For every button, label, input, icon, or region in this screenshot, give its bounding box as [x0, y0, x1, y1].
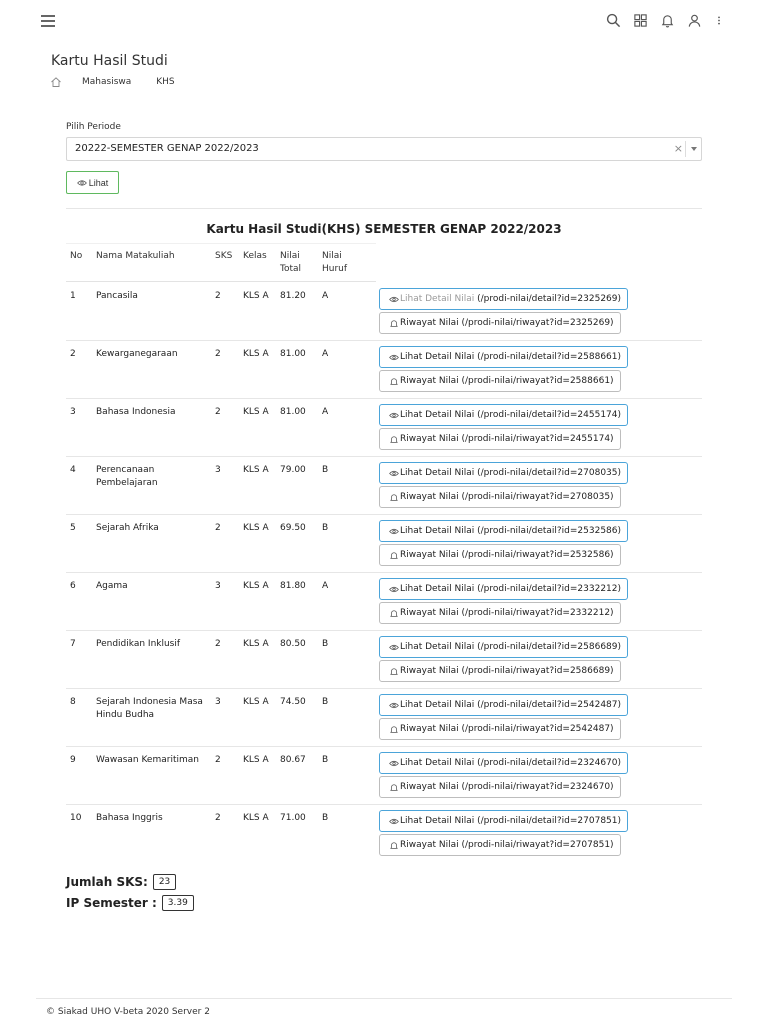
lihat-detail-nilai-button[interactable]: [379, 404, 628, 426]
eye-icon: [389, 585, 399, 594]
table-row: [66, 805, 702, 863]
row-nama: Bahasa Inggris: [96, 813, 163, 823]
row-kelas: KLS A: [243, 581, 269, 591]
periode-select[interactable]: [66, 137, 702, 161]
row-sks: 2: [215, 407, 221, 417]
search-icon[interactable]: [606, 13, 621, 28]
riwayat-nilai-button[interactable]: [379, 486, 621, 508]
breadcrumb-item-khs[interactable]: KHS: [156, 77, 175, 87]
riwayat-url: (/prodi-nilai/riwayat?id=2532586): [461, 550, 614, 560]
jumlah-sks-label: Jumlah SKS:: [66, 875, 148, 889]
clear-icon[interactable]: ×: [673, 142, 683, 155]
column-header-no: No: [70, 251, 83, 261]
page-title: Kartu Hasil Studi: [51, 53, 168, 69]
row-kelas: KLS A: [243, 407, 269, 417]
riwayat-url: (/prodi-nilai/riwayat?id=2586689): [461, 666, 614, 676]
row-total: 81.20: [280, 291, 306, 301]
lihat-detail-nilai-button[interactable]: [379, 752, 628, 774]
eye-icon: [389, 469, 399, 478]
row-nama: Agama: [96, 581, 128, 591]
detail-url: (/prodi-nilai/detail?id=2707851): [477, 816, 622, 826]
detail-label: Lihat Detail Nilai: [400, 642, 475, 652]
bell-icon: [389, 435, 399, 444]
row-huruf: B: [322, 465, 329, 475]
eye-icon: [389, 643, 399, 652]
riwayat-nilai-button[interactable]: [379, 370, 621, 392]
row-huruf: A: [322, 349, 329, 359]
eye-icon: [389, 701, 399, 710]
row-huruf: B: [322, 523, 329, 533]
khs-title: Kartu Hasil Studi(KHS) SEMESTER GENAP 2022/2023: [206, 222, 562, 236]
row-huruf: A: [322, 291, 329, 301]
row-kelas: KLS A: [243, 523, 269, 533]
row-total: 81.80: [280, 581, 306, 591]
row-total: 81.00: [280, 407, 306, 417]
table-row: [66, 689, 702, 747]
row-sks: 2: [215, 639, 221, 649]
row-sks: 2: [215, 523, 221, 533]
detail-url: (/prodi-nilai/detail?id=2325269): [477, 294, 622, 304]
row-sks: 3: [215, 581, 221, 591]
row-no: 4: [70, 465, 76, 475]
eye-icon: [389, 759, 399, 768]
lihat-detail-nilai-button[interactable]: [379, 636, 628, 658]
table-row: [66, 399, 702, 457]
row-total: 81.00: [280, 349, 306, 359]
bell-icon: [389, 493, 399, 502]
riwayat-url: (/prodi-nilai/riwayat?id=2332212): [461, 608, 614, 618]
lihat-detail-nilai-button[interactable]: [379, 520, 628, 542]
row-huruf: B: [322, 813, 329, 823]
row-kelas: KLS A: [243, 697, 269, 707]
row-nama: Wawasan Kemaritiman: [96, 755, 199, 765]
table-row: [66, 631, 702, 689]
menu-icon[interactable]: [41, 15, 55, 28]
riwayat-url: (/prodi-nilai/riwayat?id=2708035): [461, 492, 614, 502]
eye-icon: [77, 179, 87, 187]
top-icons: [606, 13, 724, 28]
top-bar: [0, 0, 768, 44]
detail-label: Lihat Detail Nilai: [400, 468, 475, 478]
periode-label: Pilih Periode: [66, 122, 121, 132]
column-header-sks: SKS: [215, 251, 233, 261]
column-header-nama: Nama Matakuliah: [96, 251, 175, 261]
row-no: 8: [70, 697, 76, 707]
row-kelas: KLS A: [243, 465, 269, 475]
eye-icon: [389, 295, 399, 304]
row-huruf: B: [322, 697, 329, 707]
grid-icon[interactable]: [633, 13, 648, 28]
riwayat-url: (/prodi-nilai/riwayat?id=2325269): [461, 318, 614, 328]
eye-icon: [389, 353, 399, 362]
riwayat-url: (/prodi-nilai/riwayat?id=2588661): [461, 376, 614, 386]
row-kelas: KLS A: [243, 755, 269, 765]
lihat-detail-nilai-button[interactable]: [379, 810, 628, 832]
table-header: [66, 250, 376, 282]
riwayat-label: Riwayat Nilai: [400, 608, 459, 618]
lihat-button[interactable]: [66, 171, 119, 194]
row-sks: 2: [215, 349, 221, 359]
eye-icon: [389, 527, 399, 536]
detail-label: Lihat Detail Nilai: [400, 816, 475, 826]
row-nama: Pancasila: [96, 291, 138, 301]
chevron-down-icon[interactable]: [691, 147, 697, 151]
row-no: 9: [70, 755, 76, 765]
riwayat-url: (/prodi-nilai/riwayat?id=2542487): [461, 724, 614, 734]
table-row: [66, 515, 702, 573]
bell-icon: [389, 609, 399, 618]
riwayat-nilai-button[interactable]: [379, 660, 621, 682]
row-no: 6: [70, 581, 76, 591]
riwayat-nilai-button[interactable]: [379, 718, 621, 740]
detail-url: (/prodi-nilai/detail?id=2332212): [477, 584, 622, 594]
detail-url: (/prodi-nilai/detail?id=2324670): [477, 758, 622, 768]
jumlah-sks-value: 23: [153, 874, 176, 890]
row-huruf: B: [322, 639, 329, 649]
lihat-button-label: Lihat: [88, 177, 109, 188]
lihat-detail-nilai-button[interactable]: [379, 462, 628, 484]
row-total: 80.67: [280, 755, 306, 765]
bell-icon: [389, 551, 399, 560]
row-total: 71.00: [280, 813, 306, 823]
table-row: [66, 747, 702, 805]
riwayat-label: Riwayat Nilai: [400, 492, 459, 502]
row-sks: 2: [215, 291, 221, 301]
detail-url: (/prodi-nilai/detail?id=2586689): [477, 642, 622, 652]
row-nama: Sejarah Afrika: [96, 523, 159, 533]
detail-label: Lihat Detail Nilai: [400, 410, 475, 420]
bell-icon[interactable]: [660, 13, 675, 28]
table-row: [66, 457, 702, 515]
column-header-total: Nilai Total: [280, 251, 302, 274]
row-huruf: A: [322, 407, 329, 417]
bell-icon: [389, 377, 399, 386]
riwayat-nilai-button[interactable]: [379, 428, 621, 450]
row-total: 79.00: [280, 465, 306, 475]
row-huruf: A: [322, 581, 329, 591]
riwayat-label: Riwayat Nilai: [400, 434, 459, 444]
lihat-detail-nilai-button[interactable]: [379, 288, 628, 310]
bell-icon: [389, 319, 399, 328]
row-nama: Kewarganegaraan: [96, 349, 178, 359]
row-kelas: KLS A: [243, 291, 269, 301]
table-row: [66, 573, 702, 631]
ip-semester: [66, 895, 194, 911]
bell-icon: [389, 783, 399, 792]
ip-semester-label: IP Semester :: [66, 896, 157, 910]
select-separator: [685, 141, 686, 157]
row-nama: Perencanaan Pembelajaran: [96, 465, 158, 488]
lihat-detail-nilai-button[interactable]: [379, 694, 628, 716]
lihat-detail-nilai-button[interactable]: [379, 346, 628, 368]
footer-divider: [36, 998, 732, 999]
detail-label: Lihat Detail Nilai: [400, 526, 475, 536]
row-kelas: KLS A: [243, 639, 269, 649]
eye-icon: [389, 411, 399, 420]
lihat-detail-nilai-button[interactable]: [379, 578, 628, 600]
row-total: 74.50: [280, 697, 306, 707]
column-header-kelas: Kelas: [243, 251, 267, 261]
row-total: 69.50: [280, 523, 306, 533]
riwayat-url: (/prodi-nilai/riwayat?id=2324670): [461, 782, 614, 792]
divider: [66, 208, 702, 209]
row-total: 80.50: [280, 639, 306, 649]
row-nama: Pendidikan Inklusif: [96, 639, 181, 649]
row-no: 7: [70, 639, 76, 649]
row-sks: 2: [215, 755, 221, 765]
bell-icon: [389, 841, 399, 850]
detail-label: Lihat Detail Nilai: [400, 700, 475, 710]
row-huruf: B: [322, 755, 329, 765]
row-sks: 3: [215, 465, 221, 475]
row-no: 3: [70, 407, 76, 417]
riwayat-label: Riwayat Nilai: [400, 724, 459, 734]
riwayat-label: Riwayat Nilai: [400, 318, 459, 328]
riwayat-label: Riwayat Nilai: [400, 840, 459, 850]
row-sks: 3: [215, 697, 221, 707]
row-nama: Sejarah Indonesia Masa Hindu Budha: [96, 697, 203, 720]
ip-semester-value: 3.39: [162, 895, 194, 911]
riwayat-label: Riwayat Nilai: [400, 782, 459, 792]
bell-icon: [389, 667, 399, 676]
riwayat-label: Riwayat Nilai: [400, 376, 459, 386]
riwayat-nilai-button[interactable]: [379, 312, 621, 334]
row-no: 1: [70, 291, 76, 301]
riwayat-url: (/prodi-nilai/riwayat?id=2707851): [461, 840, 614, 850]
riwayat-label: Riwayat Nilai: [400, 666, 459, 676]
riwayat-url: (/prodi-nilai/riwayat?id=2455174): [461, 434, 614, 444]
row-no: 2: [70, 349, 76, 359]
riwayat-nilai-button[interactable]: [379, 602, 621, 624]
row-no: 10: [70, 813, 82, 823]
periode-select-value: 20222-SEMESTER GENAP 2022/2023: [75, 143, 259, 154]
riwayat-label: Riwayat Nilai: [400, 550, 459, 560]
riwayat-nilai-button[interactable]: [379, 776, 621, 798]
detail-label: Lihat Detail Nilai: [400, 758, 475, 768]
row-nama: Bahasa Indonesia: [96, 407, 176, 417]
more-vertical-icon[interactable]: [714, 13, 724, 28]
row-kelas: KLS A: [243, 349, 269, 359]
riwayat-nilai-button[interactable]: [379, 544, 621, 566]
table-row: [66, 283, 702, 341]
detail-url: (/prodi-nilai/detail?id=2532586): [477, 526, 622, 536]
table-header-top-border: [66, 243, 376, 244]
row-sks: 2: [215, 813, 221, 823]
detail-label: Lihat Detail Nilai: [400, 294, 475, 304]
eye-icon: [389, 817, 399, 826]
detail-label: Lihat Detail Nilai: [400, 584, 475, 594]
table-row: [66, 341, 702, 399]
detail-url: (/prodi-nilai/detail?id=2455174): [477, 410, 622, 420]
bell-icon: [389, 725, 399, 734]
breadcrumb: [50, 76, 200, 88]
column-header-huruf: Nilai Huruf: [322, 251, 348, 274]
riwayat-nilai-button[interactable]: [379, 834, 621, 856]
detail-label: Lihat Detail Nilai: [400, 352, 475, 362]
footer-text: © Siakad UHO V-beta 2020 Server 2: [46, 1007, 210, 1017]
breadcrumb-item-mahasiswa[interactable]: Mahasiswa: [82, 77, 132, 87]
row-kelas: KLS A: [243, 813, 269, 823]
user-icon[interactable]: [687, 13, 702, 28]
detail-url: (/prodi-nilai/detail?id=2708035): [477, 468, 622, 478]
jumlah-sks: [66, 874, 176, 890]
detail-url: (/prodi-nilai/detail?id=2542487): [477, 700, 622, 710]
home-icon[interactable]: [50, 76, 62, 88]
row-no: 5: [70, 523, 76, 533]
detail-url: (/prodi-nilai/detail?id=2588661): [477, 352, 622, 362]
